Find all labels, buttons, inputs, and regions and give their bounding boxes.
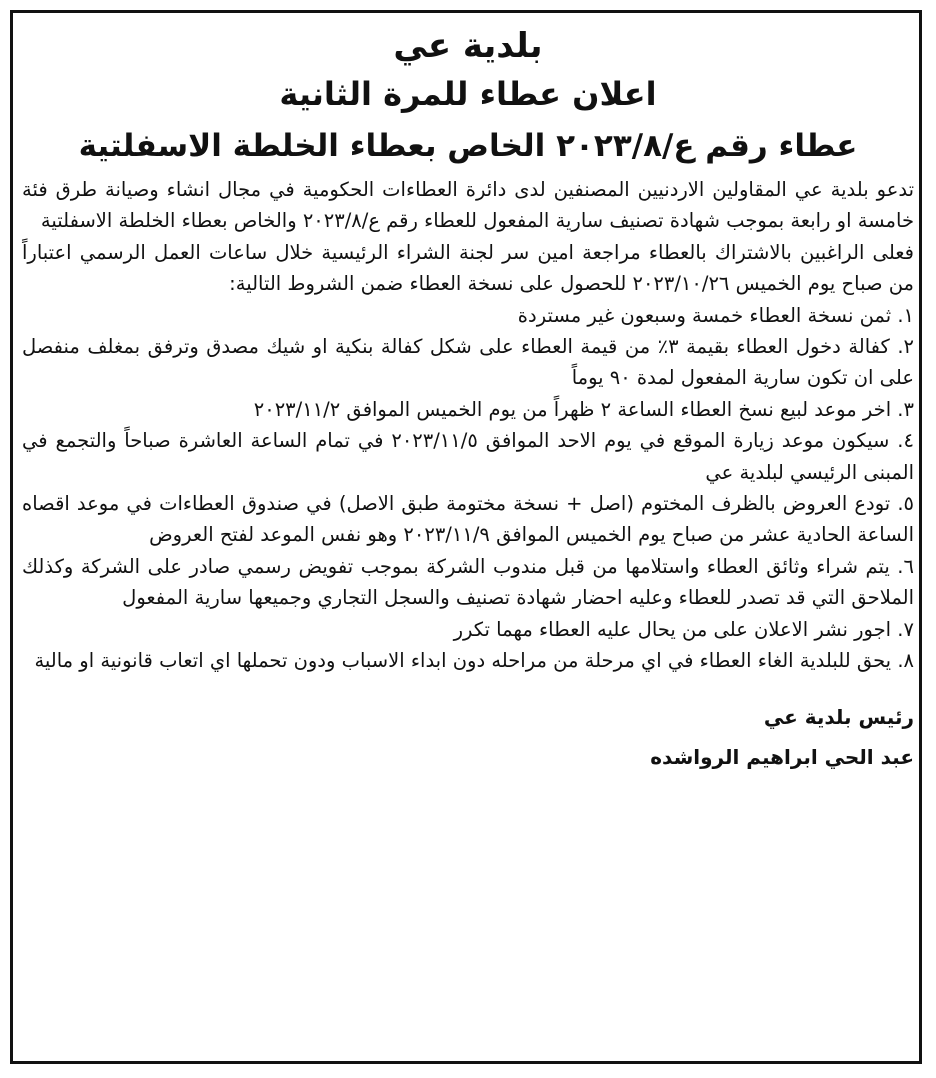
signature-title: رئيس بلدية عي	[763, 704, 914, 729]
condition-item-3: ٣. اخر موعد لبيع نسخ العطاء الساعة ٢ ظهراً من يوم الخميس الموافق ٢٠٢٣/١١/٢	[253, 397, 914, 421]
tender-title: عطاء رقم ع/٢٠٢٣/٨ الخاص بعطاء الخلطة الاسفلتية	[78, 128, 858, 164]
condition-item-6: ٦. يتم شراء وثائق العطاء واستلامها من قبل مندوب الشركة بموجب تفويض رسمي صادر على الشركة وكذلك الملاحق التي قد تصدر للعطاء وعليه احضار شهادة تصنيف والسجل التجاري وجميعها سارية المفعول	[22, 554, 914, 610]
conditions-list	[22, 300, 914, 677]
announcement-content	[22, 22, 914, 777]
municipality-title: بلدية عي	[393, 26, 543, 66]
instructions-paragraph: فعلى الراغبين بالاشتراك بالعطاء مراجعة امين سر لجنة الشراء الرئيسية خلال ساعات العمل الرسمي اعتباراً من صباح يوم الخميس ٢٠٢٣/١٠/٢٦ للحصول على نسخة العطاء ضمن الشروط التالية:	[22, 240, 914, 296]
condition-item-5: ٥. تودع العروض بالظرف المختوم (اصل + نسخة مختومة طبق الاصل) في صندوق العطاءات في موعد اقصاه الساعة الحادية عشر من صباح يوم الخميس الموافق ٢٠٢٣/١١/٩ وهو نفس الموعد لفتح العروض	[22, 492, 914, 547]
condition-item-8: ٨. يحق للبلدية الغاء العطاء في اي مرحلة من مراحله دون ابداء الاسباب ودون تحملها اي اتعاب قانونية او مالية	[34, 649, 914, 673]
signature-name: عبد الحي ابراهيم الرواشده	[650, 744, 914, 769]
condition-item-1: ١. ثمن نسخة العطاء خمسة وسبعون غير مستردة	[517, 303, 914, 327]
intro-paragraph: تدعو بلدية عي المقاولين الاردنيين المصنفين لدى دائرة العطاءات الحكومية في مجال انشاء وصيانة طرق فئة خامسة او رابعة بموجب شهادة تصنيف سارية المفعول للعطاء رقم ع/٢٠٢٣/٨ والخاص بعطاء الخلطة الاسفلتية	[22, 178, 914, 233]
signature-block	[22, 697, 914, 777]
condition-item-4: ٤. سيكون موعد زيارة الموقع في يوم الاحد الموافق ٢٠٢٣/١١/٥ في تمام الساعة العاشرة صباحاً والتجمع في المبنى الرئيسي لبلدية عي	[22, 429, 914, 484]
condition-item-2: ٢. كفالة دخول العطاء بقيمة ٣٪ من قيمة العطاء على شكل كفالة بنكية او شيك مصدق وترفق بمغلف منفصل على ان تكون سارية المفعول لمدة ٩٠ يوماً	[22, 335, 914, 390]
announcement-heading: اعلان عطاء للمرة الثانية	[279, 75, 657, 113]
condition-item-7: ٧. اجور نشر الاعلان على من يحال عليه العطاء مهما تكرر	[453, 617, 914, 641]
